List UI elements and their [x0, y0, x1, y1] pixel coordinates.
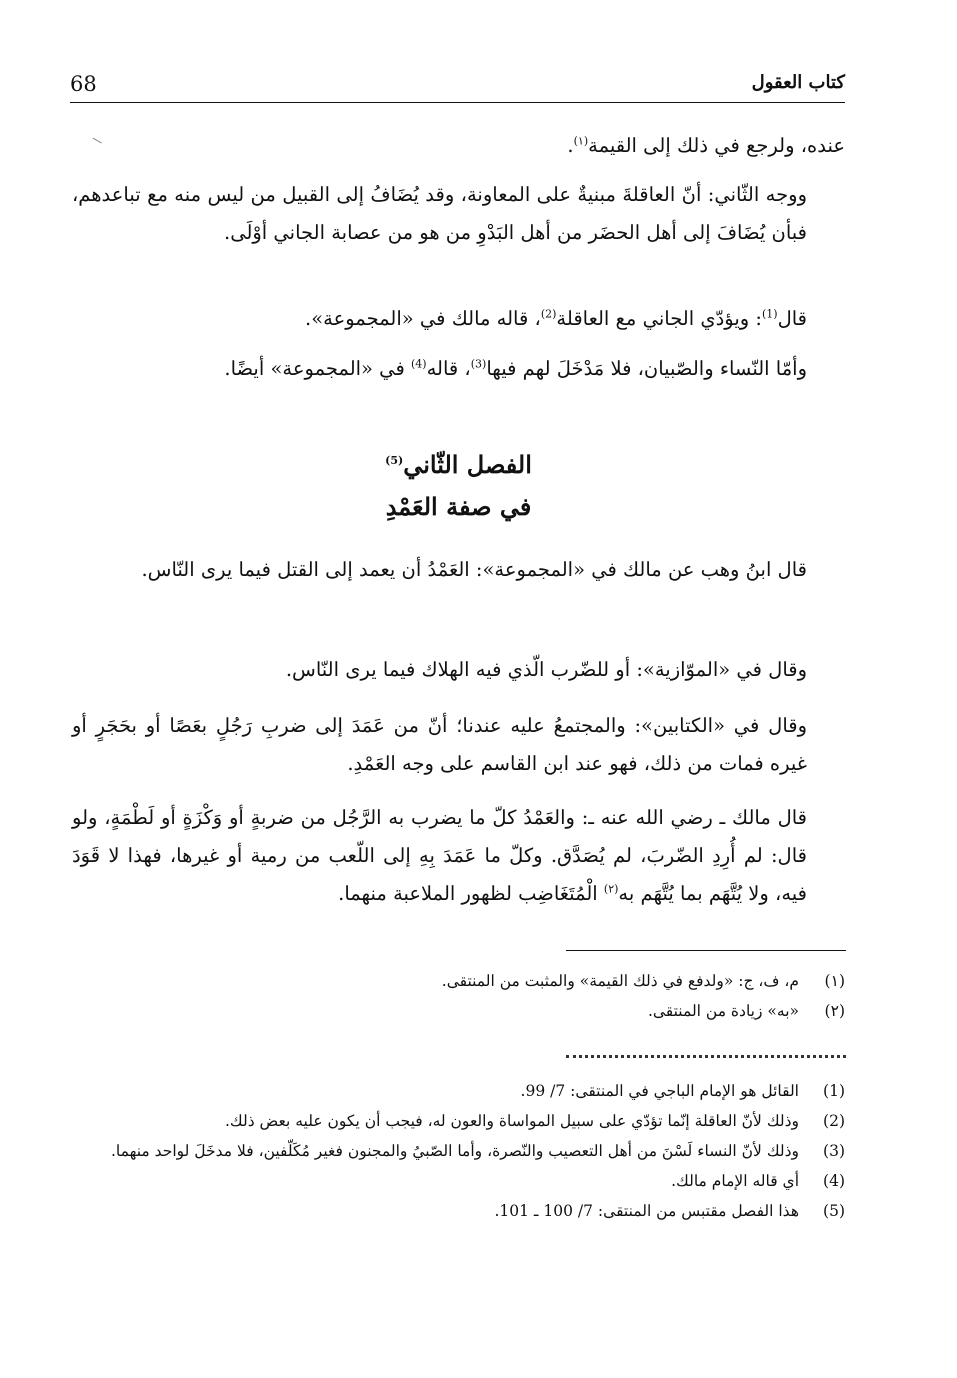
paragraph-4-c: في «المجموعة» أيضًا. [224, 357, 411, 380]
paragraph-3 [72, 300, 845, 338]
paragraph-8-b: الْمُتَغَاضِب لظهور الملاعبة منهما. [338, 882, 604, 905]
page-number: 68 [70, 72, 97, 96]
paragraph-3-c: ، قاله مالك في «المجموعة». [305, 307, 541, 330]
paragraph-6-text: وقال في «الموّازية»: أو للضّرب الّذي فيه الهلاك فيما يرى النّاس. [285, 658, 807, 681]
paragraph-3-a: قال [777, 307, 807, 330]
paragraph-4-b: ، قاله [426, 357, 471, 380]
note-text: هذا الفصل مقتبس من المنتقى: 7/ 100 ـ 101. [494, 1202, 799, 1220]
footnote [72, 1076, 845, 1106]
paragraph-7-text: وقال في «الكتابين»: والمجتمعُ عليه عندنا؛ أنّ من عَمَدَ إلى ضربِ رَجُلٍ بعَصًا أو بحَجَرٍ أو غيره فمات من ذلك، فهو عند ابن القاسم على وجه العَمْدِ. [72, 714, 807, 775]
note-text: وذلك لأنّ النساء لَسْنَ من أهل التعصيب والنّصرة، وأما الصّبيُ والمجنون فغير مُكَلّفين، فلا مدخَلَ لواحد منهما. [110, 1142, 799, 1160]
footnote [72, 1196, 845, 1226]
note-number: (1) [823, 1082, 845, 1100]
dotted-separator [566, 1055, 846, 1058]
paragraph-2 [72, 176, 845, 252]
note-ref: (3) [470, 357, 487, 371]
note-text: «به» زيادة من المنتقى. [647, 1002, 799, 1020]
paragraph-1 [72, 127, 845, 165]
chapter-subtitle: في صفة العَمْدِ [385, 492, 532, 521]
note-text: وذلك لأنّ العاقلة إنّما تؤدّي على سبيل المواساة والعون له، فيجب أن يكون عليه بعض ذلك. [225, 1112, 799, 1130]
paragraph-8-a: قال مالك ـ رضي الله عنه ـ: والعَمْدُ كلّ ما يضرب به الرَّجُل من ضربةٍ أو وَكْزَةٍ أو لَطْمَةٍ، ولو قال: لم أُرِدِ الضّربَ، لم يُصَدَّق. وكلّ ما عَمَدَ بِهِ إلى اللّعب من رمية أو غيرها، فهذا لا قَوَدَ فيه، ولا يُتَّهَم بما يُتَّهَم به [72, 806, 807, 905]
footnote [72, 1136, 845, 1166]
note-number: (5) [823, 1202, 845, 1220]
paragraph-3-b: : ويؤدّي الجاني مع العاقلة [556, 307, 762, 330]
paragraph-1-text: عنده، ولرجع في ذلك إلى القيمة [588, 134, 845, 157]
paragraph-1-end: . [567, 134, 574, 157]
note-number: (4) [823, 1172, 845, 1190]
chapter-title-text: الفصل الثّاني [403, 450, 532, 479]
paragraph-4 [72, 350, 845, 388]
book-title: كتاب العقول [751, 72, 845, 93]
note-number: (2) [823, 1112, 845, 1130]
note-ref: (1) [761, 307, 778, 321]
paragraph-5-text: قال ابنُ وهب عن مالك في «المجموعة»: العَمْدُ أن يعمد إلى القتل فيما يرى النّاس. [141, 558, 807, 581]
running-header [70, 72, 845, 103]
paragraph-6 [72, 651, 845, 689]
note-ref: (١) [573, 134, 589, 148]
footnote-separator [566, 950, 846, 951]
footnotes [72, 1076, 845, 1226]
paragraph-8 [72, 799, 845, 913]
apparatus-note [72, 966, 845, 996]
note-ref: (5) [385, 454, 404, 467]
note-ref: (2) [540, 307, 557, 321]
footnote [72, 1106, 845, 1136]
note-ref: (٢) [603, 882, 619, 896]
apparatus-note [72, 996, 845, 1026]
note-number: (٢) [824, 1002, 845, 1020]
note-number: (3) [823, 1142, 845, 1160]
paragraph-4-a: وأمّا النّساء والصّبيان، فلا مَدْخَلَ لهم فيها [486, 357, 807, 380]
note-text: القائل هو الإمام الباجي في المنتقى: 7/ 99. [520, 1082, 799, 1100]
note-ref: (4) [410, 357, 427, 371]
note-number: (١) [824, 972, 845, 990]
footnote [72, 1166, 845, 1196]
note-text: م، ف، ج: «ولدفع في ذلك القيمة» والمثبت من المنتقى. [441, 972, 799, 990]
paragraph-5 [72, 551, 845, 589]
note-text: أي قاله الإمام مالك. [671, 1172, 799, 1190]
apparatus-notes [72, 966, 845, 1026]
chapter-title [72, 450, 845, 479]
paragraph-2-text: ووجه الثّاني: أنّ العاقلةَ مبنيةٌ على المعاونة، وقد يُضَافُ إلى القبيل من ليس منه مع تباعدهم، فبأن يُضَافَ إلى أهل الحضَر من أهل البَدْوِ من هو من عصابة الجاني أوْلَى. [72, 183, 807, 244]
paragraph-7 [72, 707, 845, 783]
